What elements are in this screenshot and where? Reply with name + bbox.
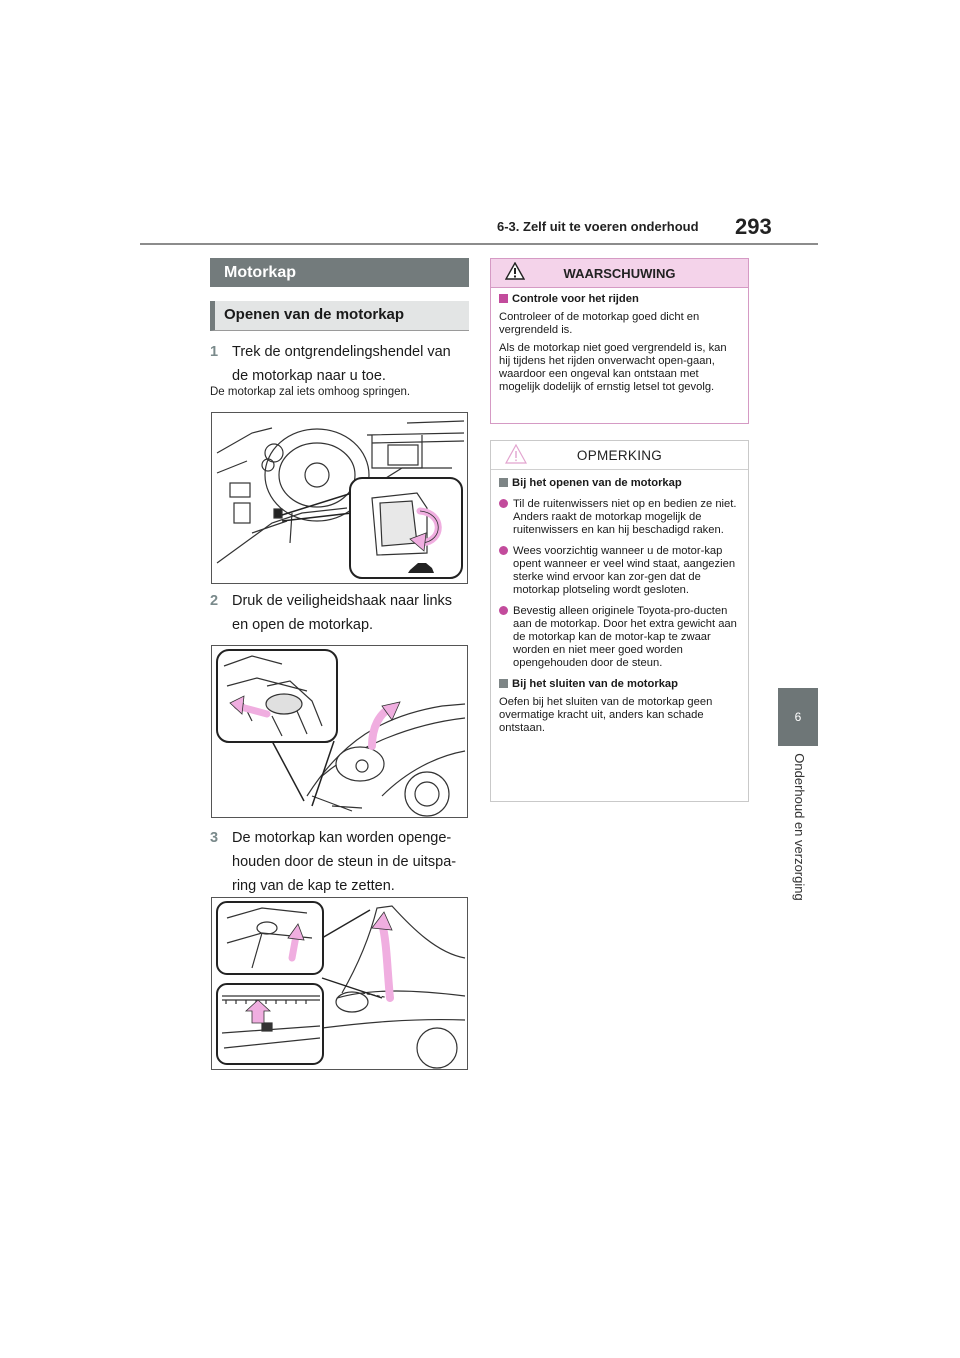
page-number: 293 <box>735 214 772 239</box>
step-2 <box>210 589 470 637</box>
figure-hood-release-lever <box>211 412 468 584</box>
warning-header <box>491 259 748 288</box>
step-text: Druk de veiligheidshaak naar links en open de motorkap. <box>232 593 453 633</box>
round-bullet-icon <box>499 546 508 555</box>
notice-title: OPMERKING <box>576 447 663 463</box>
round-bullet-icon <box>499 499 508 508</box>
step-text: Trek de ontgrendelingshendel van de motorkap naar u toe. <box>232 344 451 384</box>
step-3 <box>210 826 470 898</box>
warning-title: WAARSCHUWING <box>563 265 676 281</box>
notice-header <box>491 441 748 470</box>
chapter-title: Onderhoud en verzorging <box>792 753 807 901</box>
step-text: De motorkap kan worden openge-houden door de steun in de uitspa-ring van de kap te zetten. <box>232 830 457 894</box>
warning-triangle-icon <box>505 262 525 280</box>
figure-hood-support-rod <box>211 897 468 1070</box>
round-bullet-icon <box>499 606 508 615</box>
sub-heading: Openen van de motorkap <box>210 301 469 331</box>
step-1 <box>210 340 470 388</box>
notice-heading-closing: Bij het sluiten van de motorkap <box>499 678 740 691</box>
notice-bullet: Bevestig alleen originele Toyota-pro-ducten aan de motorkap. Door het extra gewicht aan de motorkap kan de motor-kap te zwaar worden en niet meer goed worden opengehouden door de steun. <box>499 605 740 670</box>
warning-body <box>491 288 748 394</box>
notice-box <box>490 440 749 802</box>
square-bullet-icon <box>499 478 508 487</box>
square-bullet-icon <box>499 679 508 688</box>
figure-safety-catch <box>211 645 468 818</box>
notice-bullet: Wees voorzichtig wanneer u de motor-kap opent wanneer er veel wind staat, aangezien sterke wind ervoor kan zor-gen dat de motorkap plotseling wordt gesloten. <box>499 545 740 597</box>
warning-box <box>490 258 749 424</box>
section-title: 6-3. Zelf uit te voeren onderhoud <box>497 219 699 234</box>
caution-triangle-icon <box>505 444 527 464</box>
chapter-number: 6 <box>794 710 802 724</box>
square-bullet-icon <box>499 294 508 303</box>
step-1-note: De motorkap zal iets omhoog springen. <box>210 386 411 398</box>
main-heading: Motorkap <box>210 258 469 287</box>
notice-bullet: Til de ruitenwissers niet op en bedien ze niet. Anders raakt de motorkap mogelijk de ruitenwissers en kan hij beschadigd raken. <box>499 498 740 537</box>
step-number: 1 <box>210 344 219 360</box>
notice-heading-opening: Bij het openen van de motorkap <box>499 477 740 490</box>
header-rule <box>140 243 818 245</box>
notice-body <box>491 470 748 735</box>
warning-paragraph: Als de motorkap niet goed vergrendeld is, kan hij tijdens het rijden onverwacht open-gaan, waardoor een ongeval kan ontstaan met mogelijk dodelijk of ernstig letsel tot gevolg. <box>499 342 727 393</box>
step-number: 2 <box>210 593 219 609</box>
step-number: 3 <box>210 830 219 846</box>
notice-closing-text: Oefen bij het sluiten van de motorkap geen overmatige kracht uit, anders kan schade ontstaan. <box>499 696 713 734</box>
warning-heading: Controle voor het rijden <box>499 293 740 306</box>
warning-paragraph: Controleer of de motorkap goed dicht en vergrendeld is. <box>499 311 700 336</box>
